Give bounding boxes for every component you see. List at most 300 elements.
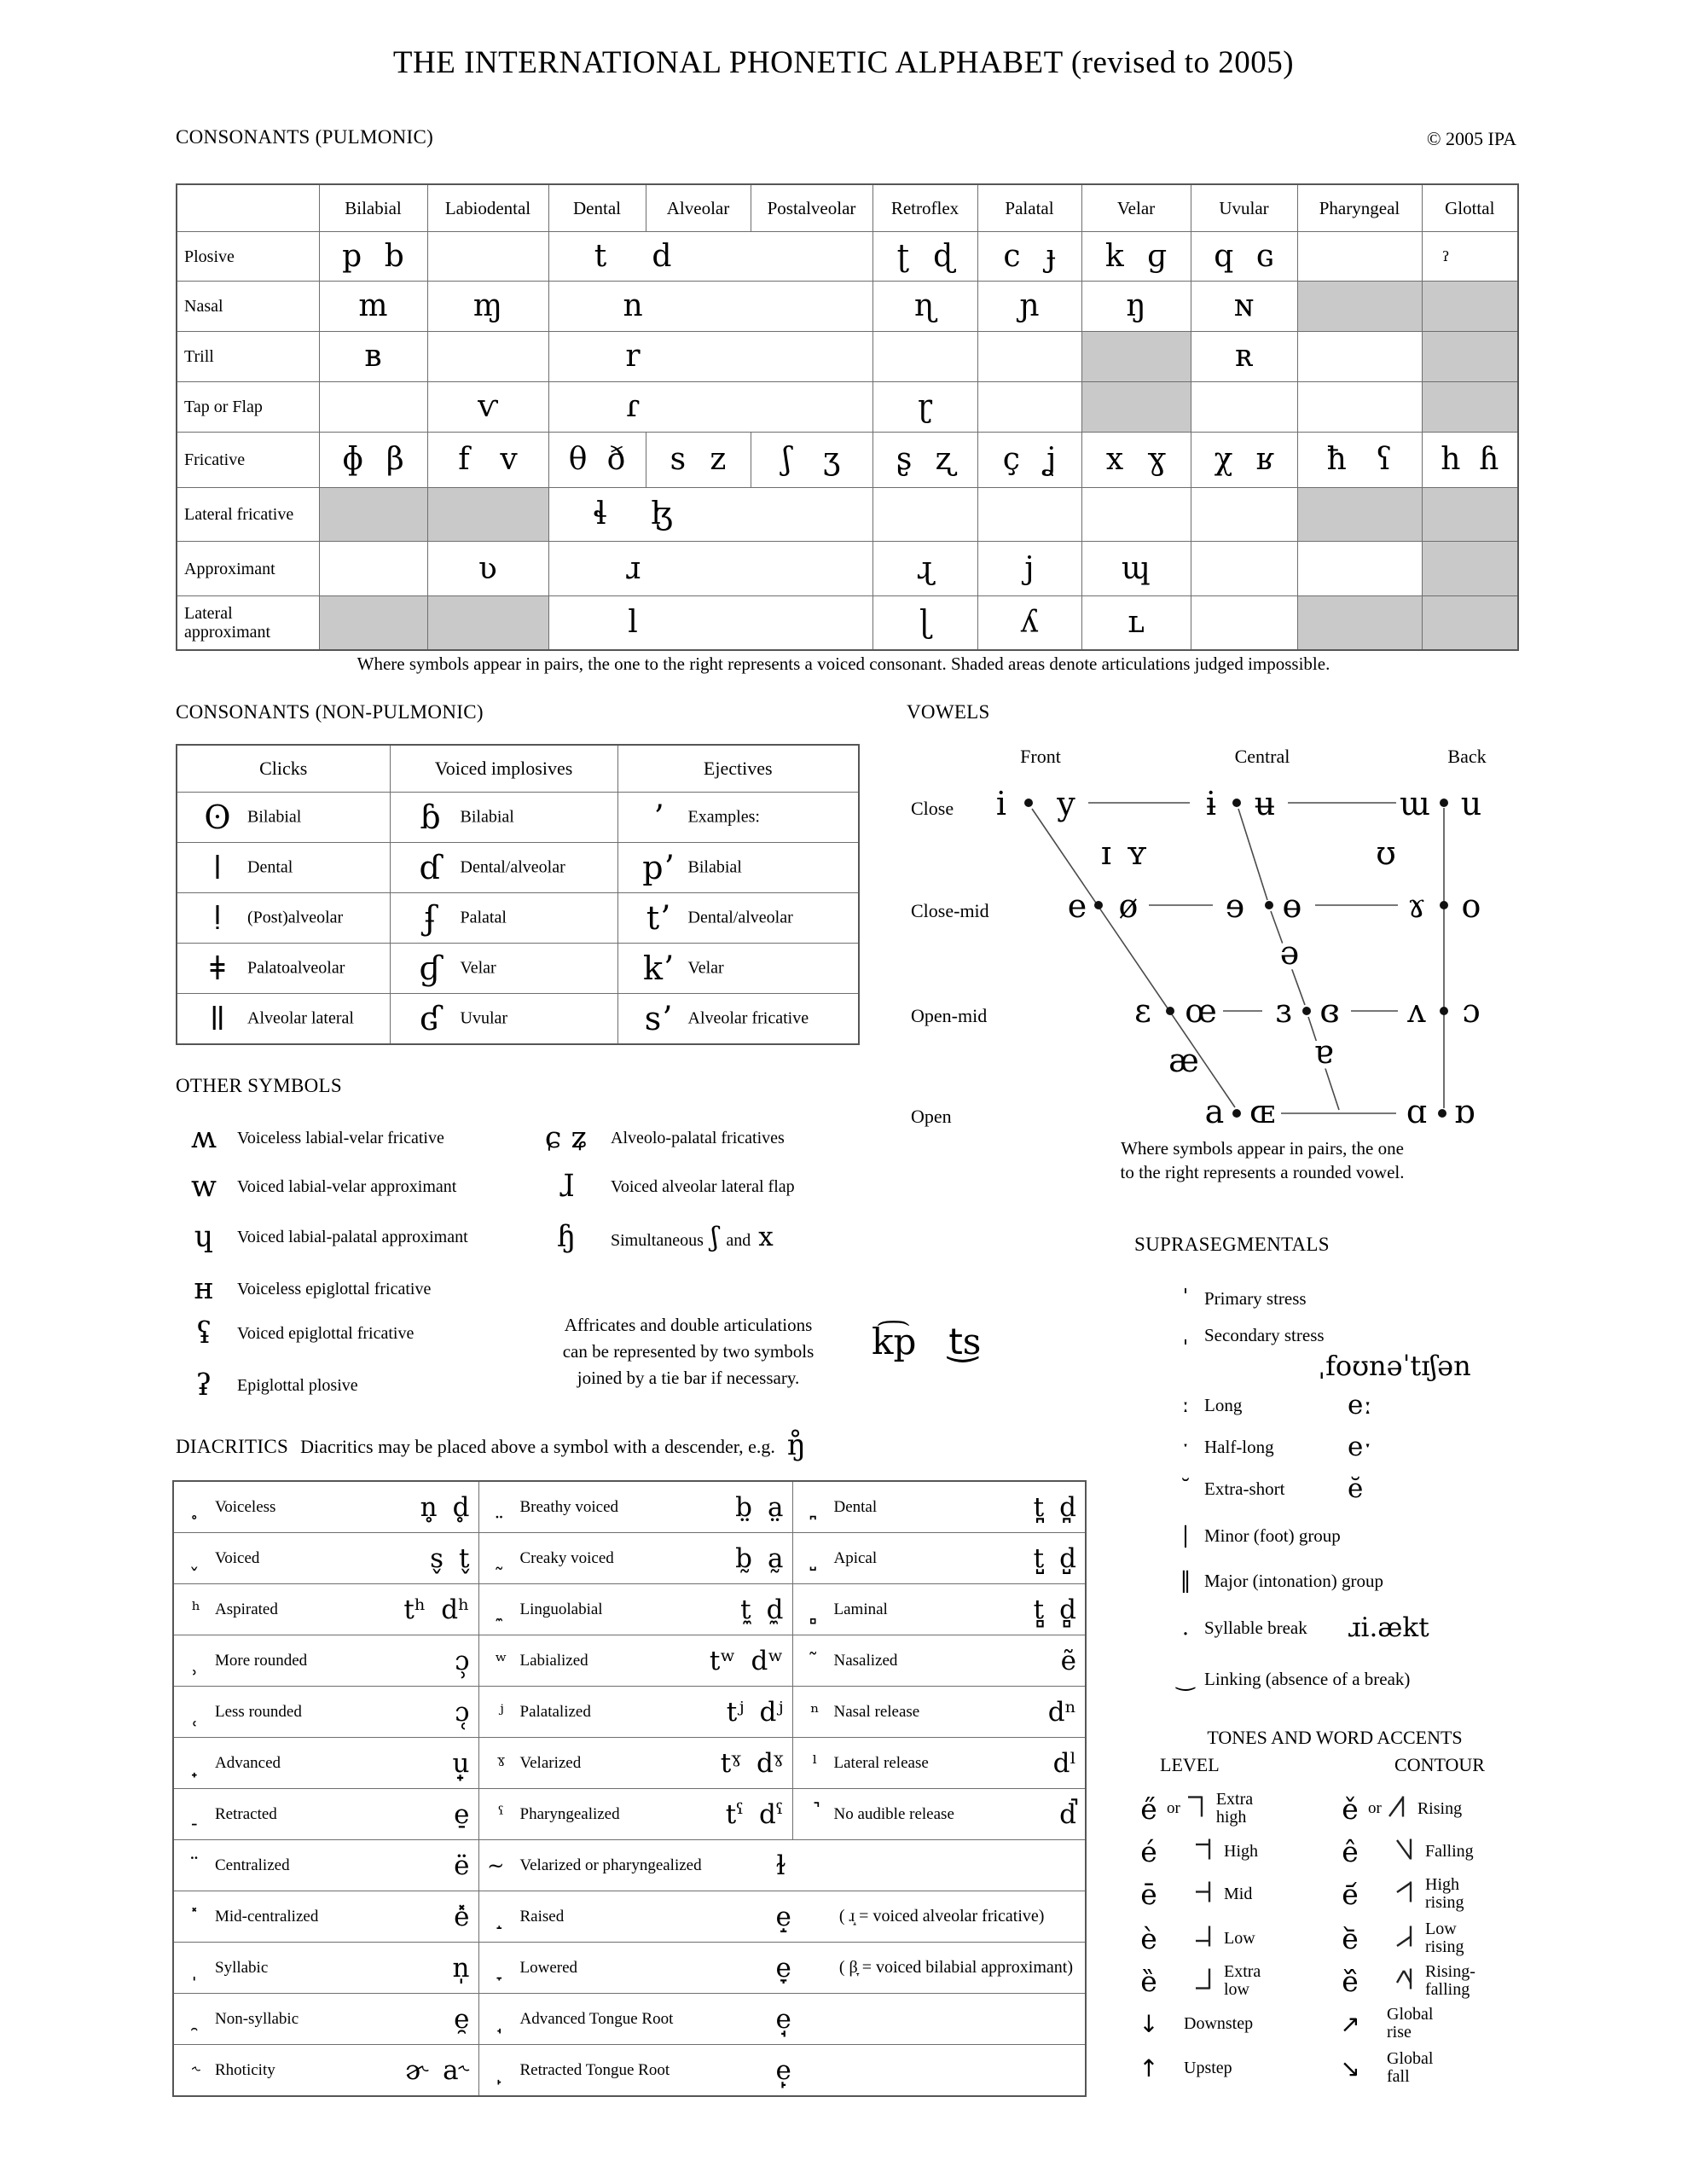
diacritic-entry [479, 1646, 792, 1676]
ipa-symbol: ɕ ʑ [544, 1121, 588, 1155]
tone-low-rising-icon [1394, 1924, 1415, 1949]
ipa-symbol: d̚ [1059, 1798, 1076, 1830]
vowels-heading: VOWELS [907, 701, 990, 723]
diacritic-entry [793, 1492, 1086, 1523]
diacritic-mark: ̪ [811, 1495, 819, 1519]
vowel-symbol: y [1057, 785, 1075, 822]
ipa-symbol: t̬ [459, 1542, 470, 1574]
ipa-symbol: f [458, 442, 470, 477]
other-symbol-item [522, 1113, 863, 1163]
ipa-symbol: ʢ [195, 1316, 212, 1350]
diacritic-entry [174, 1594, 478, 1625]
pulmonic-cell [319, 232, 427, 282]
ipa-symbol: ɔ̹ [455, 1645, 470, 1676]
ipa-symbol: e̝ [775, 1901, 791, 1932]
ipa-symbol: ɰ [1121, 550, 1151, 586]
ipa-symbol: ɡ [1147, 238, 1168, 274]
diacritic-cell [478, 1687, 792, 1738]
nonpulmonic-row [177, 893, 859, 944]
column-header-velar: Velar [1081, 184, 1191, 232]
column-header-uvular: Uvular [1191, 184, 1297, 232]
vowel-symbol: æ [1168, 1042, 1199, 1079]
diacritic-examples [776, 2055, 791, 2086]
nonpulmonic-cell [617, 944, 859, 994]
pulmonic-cell [1081, 596, 1191, 650]
symbol-pair [873, 389, 977, 424]
pulmonic-row [177, 282, 1518, 332]
diacritic-label: Nasalized [833, 1651, 898, 1670]
tone-label: Falling [1425, 1841, 1474, 1861]
symbol-pair [1423, 444, 1518, 475]
ipa-symbol: c [1003, 238, 1021, 274]
diacritic-mark: ̰ [497, 1546, 505, 1571]
note-line: joined by a tie bar if necessary. [577, 1368, 800, 1388]
pulmonic-cell [1081, 488, 1191, 542]
ipa-symbol: ǁ [209, 1000, 226, 1037]
tone-rising-falling-icon [1394, 1966, 1415, 1992]
diacritic-examples [403, 1594, 469, 1625]
diacritic-cell [792, 1635, 1086, 1687]
diacritic-examples [735, 1543, 783, 1574]
vowel-symbol: ɯ [1399, 785, 1431, 822]
tone-letter [1394, 1837, 1417, 1867]
diacritic-examples [420, 1492, 470, 1523]
ipa-symbol: ɹi.ækt [1348, 1612, 1429, 1643]
pulmonic-cell [1422, 382, 1518, 433]
ipa-symbol: ʒ [822, 442, 841, 477]
symbol-label: Voiced epiglottal fricative [237, 1323, 415, 1343]
column-header-postalveolar: Postalveolar [751, 184, 872, 232]
diacritic-mark: ̯ [193, 2007, 200, 2031]
tone-accent-example: e᷈ [1342, 1964, 1359, 1998]
diacritic-entry [479, 1799, 792, 1830]
suprasegmental-mark: ˑ [1181, 1434, 1190, 1460]
column-header-pharyngeal: Pharyngeal [1297, 184, 1422, 232]
nonpulmonic-cell [617, 843, 859, 893]
vowel-row-label: Open-mid [911, 1005, 988, 1026]
symbol-label: Dental/alveolar [460, 857, 565, 877]
diacritic-label: Syllabic [215, 1958, 269, 1977]
suprasegmental-mark: | [1181, 1523, 1190, 1548]
diacritic-examples [740, 1594, 783, 1625]
diacritic-entry [793, 1594, 1086, 1625]
diacritic-label: Centralized [215, 1856, 290, 1874]
diacritic-entry [793, 1799, 1086, 1830]
diacritics-table [172, 1480, 1087, 2097]
vowel-symbol: ɤ [1407, 887, 1426, 925]
pulmonic-cell [751, 433, 872, 488]
diacritic-examples [1053, 1748, 1076, 1779]
diacritic-examples [455, 1646, 469, 1676]
diacritic-cell [478, 1533, 792, 1584]
tone-accent-example: è [1140, 1921, 1157, 1955]
ipa-symbol: eˑ [1348, 1432, 1372, 1462]
pulmonic-cell [1297, 282, 1422, 332]
tone-extra-high-icon [1186, 1794, 1206, 1820]
diacritic-label: Advanced Tongue Root [519, 2009, 674, 2028]
ipa-symbol: d [652, 238, 672, 274]
pulmonic-row [177, 488, 1518, 542]
pulmonic-cell [1081, 542, 1191, 596]
diacritics-row [173, 2045, 1086, 2097]
pulmonic-cell [1422, 596, 1518, 650]
vowel-symbol: ɜ [1275, 992, 1292, 1030]
diacritic-cell [173, 1533, 478, 1584]
diacritic-mark: ̥ [193, 1495, 200, 1519]
pulmonic-cell [1422, 542, 1518, 596]
ipa-symbol: e̽ [454, 1901, 470, 1932]
pulmonic-cell [319, 332, 427, 382]
ipa-symbol: ʼ [652, 799, 664, 836]
diacritic-mark: ʰ [191, 1597, 201, 1622]
tone-letter [1193, 1924, 1215, 1954]
tone-item [1131, 2001, 1253, 2046]
tone-falling-icon [1394, 1837, 1415, 1862]
or-text: or [1167, 1799, 1180, 1817]
ipa-symbol: k [1104, 238, 1124, 274]
diacritic-label: Aspirated [215, 1600, 278, 1618]
diacritic-examples [776, 1953, 791, 1984]
diacritic-label: Pharyngealized [519, 1804, 620, 1823]
pulmonic-cell [977, 382, 1081, 433]
note-line: Affricates and double articulations [564, 1315, 813, 1335]
ipa-symbol: x [1105, 442, 1124, 477]
vowel-chart [904, 732, 1527, 1133]
pulmonic-cell [427, 232, 548, 282]
tone-arrow-symbol: ↗ [1340, 2009, 1360, 2038]
diacritic-mark: ̞ [497, 1955, 505, 1980]
suprasegmental-mark: ‿ [1176, 1666, 1195, 1692]
nonpulmonic-cell [177, 893, 390, 944]
ipa-symbol: ʘ [204, 799, 231, 836]
symbol-label: Alveolo-palatal fricatives [611, 1128, 785, 1147]
pulmonic-cell [1081, 232, 1191, 282]
symbol-label: Bilabial [460, 807, 514, 827]
symbol-label: Voiceless labial-velar fricative [237, 1128, 444, 1147]
vowel-pair-dot [1438, 1109, 1446, 1118]
ipa-symbol: β [386, 442, 404, 477]
ipa-symbol: ʀ [1235, 339, 1253, 374]
suprasegmental-item [1167, 1516, 1525, 1555]
ipa-symbol: ʄ [424, 899, 437, 937]
symbol-label: Palatoalveolar [247, 958, 345, 978]
tone-label: Rising [1417, 1798, 1463, 1818]
diacritic-mark: ̝ [497, 1904, 505, 1929]
symbol-label: Alveolar lateral [247, 1008, 354, 1028]
row-label-nasal: Nasal [177, 282, 319, 332]
pulmonic-cell [977, 433, 1081, 488]
tones-level-heading: LEVEL [1160, 1754, 1220, 1775]
symbol-pair [873, 550, 977, 586]
pulmonic-cell [548, 542, 872, 596]
ipa-symbol: r [625, 339, 641, 374]
diacritics-subtitle-example: ŋ̊ [786, 1428, 806, 1462]
vowel-symbol: i [995, 785, 1007, 822]
vowel-symbol: ʉ [1254, 785, 1276, 822]
symbol-pair [873, 288, 977, 323]
ipa-symbol: z [710, 442, 727, 477]
nonpulmonic-row [177, 944, 859, 994]
diacritic-mark: ̹ [193, 1648, 200, 1673]
pulmonic-cell [872, 282, 977, 332]
diacritic-entry [174, 2004, 478, 2035]
suprasegmental-mark: ˘ [1180, 1476, 1191, 1502]
ipa-symbol: ʂ [896, 442, 913, 477]
diacritic-cell [173, 1481, 478, 1533]
diacritics-row [173, 1738, 1086, 1789]
pulmonic-consonants-table [176, 183, 1519, 651]
pulmonic-cell [977, 488, 1081, 542]
diacritic-cell [173, 1943, 478, 1994]
tone-item [1131, 1786, 1253, 1831]
diacritic-mark: ̼ [497, 1597, 505, 1622]
diacritic-entry [479, 1748, 792, 1779]
diacritic-examples [455, 1697, 469, 1728]
label-text: Simultaneous [611, 1231, 708, 1250]
ipa-symbol: ẽ [1060, 1645, 1076, 1676]
diacritic-mark: ̃ [811, 1648, 819, 1673]
diacritic-examples [430, 1543, 469, 1574]
diacritic-examples [454, 1850, 469, 1881]
column-header-palatal: Palatal [977, 184, 1081, 232]
ipa-symbol: tˠ [720, 1747, 741, 1779]
suprasegmental-label: Syllable break [1204, 1617, 1307, 1638]
tone-label: Global fall [1387, 2049, 1434, 2086]
diacritic-mark: ʷ [495, 1648, 507, 1673]
ipa-symbol: v [500, 442, 518, 477]
diacritic-examples [454, 1799, 469, 1830]
ipa-symbol: d̻ [1059, 1594, 1076, 1625]
nonpulmonic-cell [390, 944, 617, 994]
tone-label: Rising-falling [1425, 1962, 1475, 1999]
ipa-symbol: ɚ [404, 2054, 428, 2086]
row-label-approximant: Approximant [177, 542, 319, 596]
suprasegmental-item [1167, 1469, 1525, 1508]
vowel-chart-line [1238, 809, 1267, 900]
diacritic-examples [735, 1492, 783, 1523]
symbol-pair [1082, 604, 1191, 640]
pulmonic-cell [1422, 433, 1518, 488]
diacritic-label: Lateral release [833, 1753, 929, 1772]
vowel-symbol: ɵ [1282, 887, 1302, 925]
diacritic-examples [776, 1850, 786, 1881]
diacritic-mark: ̚ [811, 1802, 819, 1827]
column-header-retroflex: Retroflex [872, 184, 977, 232]
diacritic-mark: ̙ [497, 2058, 505, 2082]
pulmonic-cell [977, 282, 1081, 332]
symbol-label: Dental/alveolar [687, 908, 793, 927]
suprasegmental-label: Long [1204, 1394, 1243, 1415]
diacritics-row [173, 1481, 1086, 1533]
pulmonic-cell [427, 433, 548, 488]
vowel-symbol: ɐ [1313, 1033, 1334, 1071]
tone-letter [1193, 1879, 1215, 1909]
ipa-symbol: d̪ [1059, 1491, 1076, 1523]
ipa-symbol: j [1024, 550, 1035, 586]
symbol-pair [428, 550, 548, 586]
diacritic-examples [776, 1902, 791, 1932]
suprasegmental-item [1167, 1427, 1525, 1467]
vowel-pair-dot [1265, 901, 1273, 909]
ipa-symbol: ɫ [775, 1850, 786, 1881]
diacritic-entry [479, 1902, 1086, 1932]
diacritic-entry [479, 1697, 792, 1728]
diacritics-heading: DIACRITICS [176, 1436, 289, 1457]
pulmonic-cell [872, 232, 977, 282]
diacritic-cell [478, 1635, 792, 1687]
symbol-pair [549, 550, 717, 586]
ipa-symbol: ʔ [1441, 248, 1450, 264]
diacritic-entry [793, 1543, 1086, 1574]
tone-label: High rising [1425, 1875, 1464, 1912]
vowel-pair-dot [1166, 1007, 1174, 1015]
ipa-symbol: ɠ [419, 950, 442, 987]
tone-label: Low [1224, 1928, 1255, 1948]
ipa-symbol: dⁿ [1047, 1696, 1076, 1728]
ipa-symbol: tʷ [709, 1645, 736, 1676]
ipa-symbol: ʈ [896, 238, 910, 274]
ipa-symbol: tʼ [646, 899, 670, 937]
ipa-symbol: ʃ [782, 442, 791, 477]
ipa-symbol: ɴ [1233, 288, 1255, 323]
ipa-symbol: ɺ [559, 1170, 574, 1204]
ipa-symbol: n [623, 288, 643, 323]
ipa-symbol: ʝ [1045, 442, 1057, 477]
ipa-symbol: eː [1348, 1390, 1372, 1420]
ipa-symbol: ɭ [919, 604, 931, 640]
diacritic-cell [173, 1994, 478, 2045]
pulmonic-row [177, 433, 1518, 488]
diacritic-mark: ̜ [193, 1699, 200, 1724]
diacritic-mark: ̠ [193, 1802, 200, 1827]
diacritic-cell [478, 1943, 1086, 1994]
diacritic-label: Non-syllabic [215, 2009, 299, 2028]
vowel-symbol: œ [1185, 992, 1217, 1030]
split-cell-halves [1423, 248, 1518, 264]
ipa-symbol: ǂ [210, 950, 225, 987]
vowel-symbol: e [1067, 887, 1087, 925]
diacritic-entry [793, 1748, 1086, 1779]
ipa-symbol: ɧ [556, 1220, 577, 1254]
ipa-symbol: p [342, 238, 362, 274]
column-header-glottal: Glottal [1422, 184, 1518, 232]
pulmonic-cell [1081, 382, 1191, 433]
tone-accent-example: é [1140, 1834, 1157, 1868]
symbol-pair [428, 444, 548, 475]
diacritic-cell [792, 1533, 1086, 1584]
diacritic-examples [1061, 1646, 1076, 1676]
ipa-symbol: a˞ [443, 2054, 470, 2086]
other-symbol-item [171, 1361, 529, 1410]
diacritic-mark: ˞ [191, 2058, 201, 2082]
pulmonic-cell [872, 596, 977, 650]
ipa-symbol: ʡ [195, 1368, 212, 1403]
ipa-symbol: ɱ [472, 288, 503, 323]
vowel-symbol: ɛ [1134, 992, 1151, 1030]
tone-arrow-symbol: ↓ [1139, 2009, 1159, 2038]
diacritic-entry [479, 1953, 1086, 1984]
symbol-label: Bilabial [687, 857, 742, 877]
pulmonic-cell [1191, 542, 1297, 596]
tone-item [1332, 1829, 1474, 1873]
vowel-caption-line1: Where symbols appear in pairs, the one [1121, 1138, 1404, 1159]
symbol-label: Velar [687, 958, 724, 978]
nonpulmonic-row [177, 793, 859, 843]
diacritic-label: Apical [833, 1548, 878, 1567]
symbol-pair [1191, 238, 1297, 274]
ipa-symbol: d̺ [1059, 1542, 1076, 1574]
ipa-symbol: ɲ [1019, 288, 1040, 323]
diacritic-label: Voiceless [215, 1497, 276, 1516]
ipa-symbol: kʼ [642, 950, 674, 987]
diacritic-examples [776, 2004, 791, 2035]
vowel-symbol: ʌ [1407, 992, 1426, 1030]
pulmonic-cell [1191, 596, 1297, 650]
diacritic-entry [793, 1697, 1086, 1728]
diacritics-row [173, 1994, 1086, 2045]
ipa-symbol: w [191, 1170, 217, 1204]
suprasegmental-label: Major (intonation) group [1204, 1570, 1383, 1591]
symbol-pair [320, 238, 427, 274]
nonpulmonic-cell [390, 994, 617, 1045]
diacritic-cell [173, 1687, 478, 1738]
pulmonic-cell [548, 382, 872, 433]
nonpulmonic-cell [617, 793, 859, 843]
pulmonic-cell [872, 542, 977, 596]
pulmonic-cell [1422, 332, 1518, 382]
symbol-pair [1191, 444, 1297, 475]
diacritic-label: Velarized [519, 1753, 582, 1772]
symbol-pair [873, 604, 977, 640]
pulmonic-cell [548, 232, 872, 282]
column-header-clicks: Clicks [177, 745, 390, 793]
row-label-plosive: Plosive [177, 232, 319, 282]
ipa-symbol: d̥ [452, 1491, 470, 1523]
diacritic-examples [1034, 1543, 1076, 1574]
suprasegmental-item [1167, 1659, 1525, 1699]
ipa-symbol: ħ [1326, 442, 1347, 477]
diacritics-heading-row [176, 1426, 806, 1461]
ipa-symbol: h [1441, 442, 1461, 477]
tone-letter [1394, 1924, 1417, 1954]
diacritic-examples [721, 1748, 784, 1779]
diacritic-cell [478, 1584, 792, 1635]
pulmonic-cell [872, 488, 977, 542]
column-header-ejectives: Ejectives [617, 745, 859, 793]
ipa-symbol: θ [568, 442, 588, 477]
column-header-dental: Dental [548, 184, 646, 232]
ipa-symbol: ǃ [212, 899, 223, 937]
diacritic-entry [174, 1953, 478, 1984]
diacritic-examples [1059, 1799, 1076, 1830]
diacritic-label: Retracted [215, 1804, 277, 1823]
diacritic-examples [453, 1748, 470, 1779]
page-title: THE INTERNATIONAL PHONETIC ALPHABET (revised to 2005) [392, 45, 1295, 80]
ipa-symbol: b [384, 238, 404, 274]
pulmonic-cell [1297, 232, 1422, 282]
tone-accent-example: e̋ [1140, 1792, 1157, 1826]
symbol-label: Voiced labial-palatal approximant [237, 1227, 468, 1246]
pulmonic-row [177, 382, 1518, 433]
pulmonic-cell [548, 332, 872, 382]
diacritics-row [173, 1687, 1086, 1738]
ipa-symbol: k͡p [872, 1321, 917, 1362]
diacritic-label: Less rounded [215, 1702, 302, 1721]
ipa-symbol: a̰ [768, 1542, 784, 1574]
symbol-pair [978, 550, 1081, 586]
diacritic-examples [727, 1697, 784, 1728]
vowel-axis-label: Front [1020, 746, 1061, 767]
